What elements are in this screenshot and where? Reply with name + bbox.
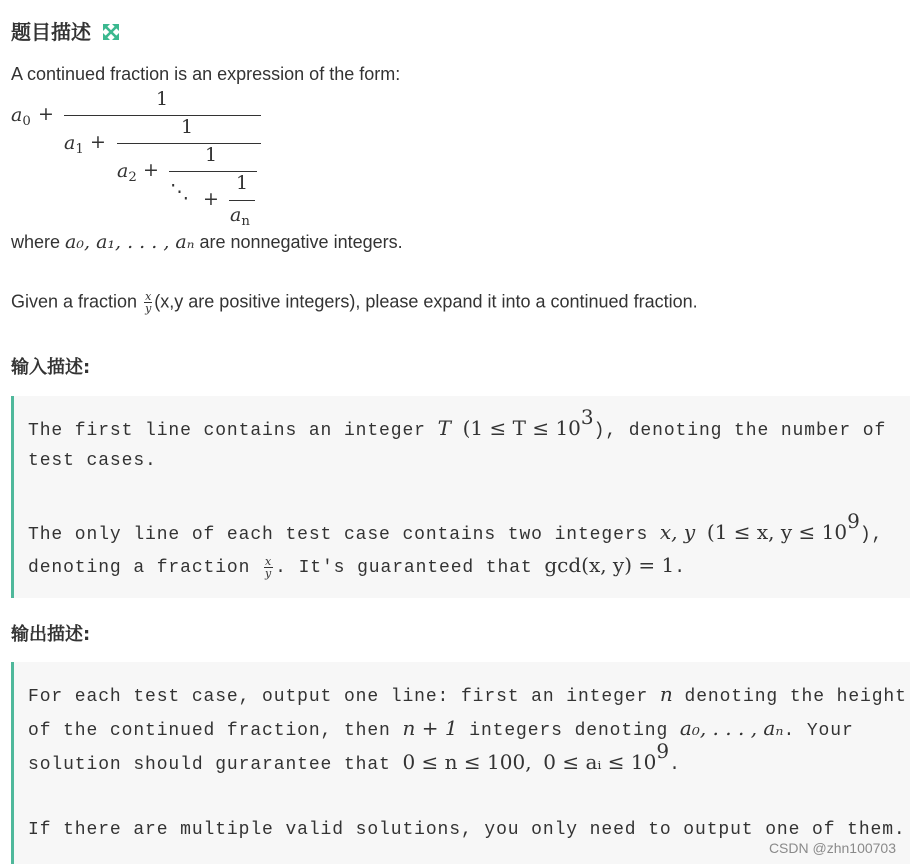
cf-plus-2: + bbox=[143, 159, 159, 181]
output-heading: 输出描述: bbox=[11, 624, 91, 645]
output-line-1: For each test case, output one line: first an integer n denoting the height bbox=[28, 682, 907, 707]
description-heading bbox=[11, 16, 120, 46]
cf-bar-0 bbox=[64, 115, 261, 116]
given-line: Given a fraction $\frac{x}{y}$ (x,y are positive integers), please expand it into a continued fraction. bbox=[11, 290, 698, 315]
cf-plus-0: + bbox=[38, 103, 54, 125]
cf-an: $a_n$ bbox=[230, 204, 250, 229]
input-line-4: denoting a fraction $\frac{x}{y}$ . It's guaranteed that gcd(x, y) = 1. bbox=[28, 553, 686, 580]
where-line: where a₀, a₁, . . . , aₙ are nonnegative integers. bbox=[11, 231, 403, 253]
cf-dots: ⋱ bbox=[170, 181, 189, 203]
cf-one-1: 1 bbox=[181, 116, 194, 138]
output-line-3: solution should gurarantee that 0 ≤ n ≤ 100, 0 ≤ aᵢ ≤ 109. bbox=[28, 739, 681, 775]
input-heading: 输入描述: bbox=[11, 357, 91, 378]
cf-plus-1: + bbox=[90, 131, 106, 153]
output-line-4: If there are multiple valid solutions, you only need to output one of them. bbox=[28, 820, 906, 840]
cf-a0: $a_0$ bbox=[11, 104, 31, 129]
cf-plus-3: + bbox=[203, 188, 219, 210]
cf-bar-3 bbox=[229, 200, 255, 201]
cf-one-3: 1 bbox=[236, 172, 249, 194]
expand-icon[interactable] bbox=[102, 22, 120, 46]
fraction-x-over-y: $\frac{x}{y}$ bbox=[145, 290, 152, 315]
csdn-watermark: CSDN @zhn100703 bbox=[768, 840, 896, 856]
input-line-2: test cases. bbox=[28, 451, 157, 471]
cf-bar-1 bbox=[117, 143, 261, 144]
cf-a2: $a_2$ bbox=[117, 160, 137, 185]
input-line-3: The only line of each test case contains two integers x, y (1 ≤ x, y ≤ 109), bbox=[28, 509, 884, 545]
intro-text: A continued fraction is an expression of the form: bbox=[11, 64, 401, 84]
description-title: 题目描述 bbox=[11, 20, 91, 44]
cf-a1: $a_1$ bbox=[64, 132, 84, 157]
cf-one-2: 1 bbox=[205, 144, 218, 166]
where-math: a₀, a₁, . . . , aₙ bbox=[65, 231, 195, 253]
output-line-2: of the continued fraction, then n + 1 integers denoting a₀, . . . , aₙ. Your bbox=[28, 716, 854, 741]
input-line-1: The first line contains an integer T (1 ≤ T ≤ 103), denoting the number of bbox=[28, 405, 887, 441]
cf-one-0: 1 bbox=[156, 88, 169, 110]
